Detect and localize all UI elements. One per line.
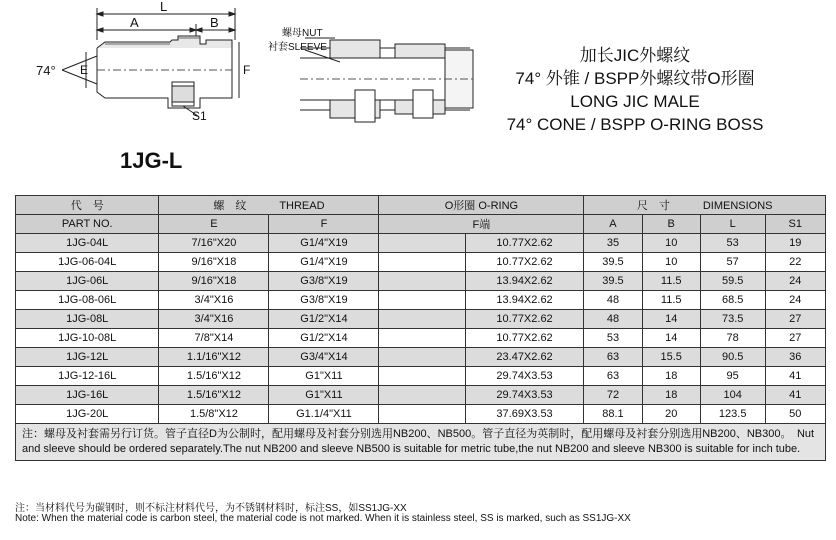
cell-oring: 10.77X2.62 (465, 310, 584, 329)
table-row (16, 348, 826, 367)
cell-s1: 27 (765, 329, 825, 348)
model-code: 1JG-L (120, 148, 183, 173)
cell-l: 78 (700, 329, 765, 348)
nut-label: 螺母NUT (282, 28, 323, 39)
cell-thread-f: G3/4"X14 (269, 348, 379, 367)
cell-blank (379, 367, 465, 386)
header-f-end: F端 (379, 215, 584, 234)
cell-blank (379, 253, 465, 272)
cell-a: 72 (584, 386, 642, 405)
sleeve-label: 衬套SLEEVE (268, 42, 327, 53)
cell-oring: 29.74X3.53 (465, 367, 584, 386)
cell-thread-f: G1/2"X14 (269, 310, 379, 329)
cone-angle-label: 74° (36, 63, 56, 78)
cell-blank (379, 405, 465, 424)
cell-a: 63 (584, 348, 642, 367)
cell-oring: 10.77X2.62 (465, 253, 584, 272)
header-oring: O形圈 O-RING (379, 196, 584, 215)
header-l: L (700, 215, 765, 234)
dim-L-label: L (160, 0, 168, 14)
cell-a: 63 (584, 367, 642, 386)
header-f: F (269, 215, 379, 234)
dim-S1-label: S1 (192, 109, 207, 123)
table-row (16, 272, 826, 291)
table-row (16, 329, 826, 348)
cell-s1: 41 (765, 367, 825, 386)
header-a: A (584, 215, 642, 234)
table-row (16, 234, 826, 253)
cell-oring: 10.77X2.62 (465, 329, 584, 348)
cell-s1: 41 (765, 386, 825, 405)
cell-l: 90.5 (700, 348, 765, 367)
cell-part-no: 1JG-06L (16, 272, 159, 291)
cell-thread-f: G3/8"X19 (269, 272, 379, 291)
cell-b: 15.5 (642, 348, 700, 367)
cell-a: 39.5 (584, 253, 642, 272)
cell-blank (379, 291, 465, 310)
cell-thread-f: G1/4"X19 (269, 234, 379, 253)
cell-b: 11.5 (642, 272, 700, 291)
cell-s1: 22 (765, 253, 825, 272)
header-part-cn: 代 号 (16, 196, 159, 215)
dim-E-label: E (80, 63, 89, 77)
header-row-2 (16, 215, 826, 234)
material-note-en: Note: When the material code is carbon steel, the material code is not marked. When it is stainless steel, SS is marked, such as SS1JG-XX (15, 513, 631, 524)
cell-thread-f: G1"X11 (269, 386, 379, 405)
header-row-1 (16, 196, 826, 215)
table-row (16, 405, 826, 424)
cell-part-no: 1JG-12L (16, 348, 159, 367)
cell-thread-f: G1/4"X19 (269, 253, 379, 272)
cell-l: 123.5 (700, 405, 765, 424)
header-dimensions: 尺 寸 DIMENSIONS (584, 196, 826, 215)
cell-a: 39.5 (584, 272, 642, 291)
cell-thread-e: 1.1/16"X12 (159, 348, 269, 367)
cell-l: 68.5 (700, 291, 765, 310)
cell-oring: 13.94X2.62 (465, 272, 584, 291)
cell-part-no: 1JG-16L (16, 386, 159, 405)
cell-s1: 24 (765, 272, 825, 291)
cell-a: 48 (584, 310, 642, 329)
cell-thread-e: 9/16"X18 (159, 272, 269, 291)
cell-thread-f: G1/2"X14 (269, 329, 379, 348)
dim-B-label: B (210, 15, 219, 30)
cell-oring: 23.47X2.62 (465, 348, 584, 367)
material-note-cn: 注：当材料代号为碳钢时，则不标注材料代号，为不锈钢材料时，标注SS，如SS1JG-XX (15, 503, 407, 514)
cell-b: 20 (642, 405, 700, 424)
cell-thread-f: G1.1/4"X11 (269, 405, 379, 424)
dim-F-label: F (243, 63, 251, 77)
table-row (16, 253, 826, 272)
cell-s1: 27 (765, 310, 825, 329)
cell-s1: 19 (765, 234, 825, 253)
cell-b: 18 (642, 386, 700, 405)
title-en-2: 74° CONE / BSPP O-RING BOSS (506, 115, 764, 134)
cell-thread-f: G3/8"X19 (269, 291, 379, 310)
title-cn-2: 74° 外锥 / BSPP外螺纹带O形圈 (515, 69, 755, 88)
table-row (16, 291, 826, 310)
cell-a: 53 (584, 329, 642, 348)
cell-l: 73.5 (700, 310, 765, 329)
cell-blank (379, 348, 465, 367)
cell-b: 18 (642, 367, 700, 386)
cell-part-no: 1JG-20L (16, 405, 159, 424)
cell-part-no: 1JG-08-06L (16, 291, 159, 310)
cell-thread-e: 1.5/8"X12 (159, 405, 269, 424)
cell-blank (379, 234, 465, 253)
cell-thread-e: 1.5/16"X12 (159, 386, 269, 405)
cell-thread-e: 3/4"X16 (159, 291, 269, 310)
cell-thread-e: 1.5/16"X12 (159, 367, 269, 386)
table-row (16, 310, 826, 329)
cell-b: 10 (642, 234, 700, 253)
cell-part-no: 1JG-06-04L (16, 253, 159, 272)
cell-oring: 29.74X3.53 (465, 386, 584, 405)
cell-b: 10 (642, 253, 700, 272)
cell-blank (379, 272, 465, 291)
cell-part-no: 1JG-04L (16, 234, 159, 253)
cell-l: 59.5 (700, 272, 765, 291)
header-thread: 螺 纹 THREAD (159, 196, 379, 215)
product-titles (470, 44, 800, 136)
cell-l: 104 (700, 386, 765, 405)
cell-thread-e: 3/4"X16 (159, 310, 269, 329)
cell-thread-f: G1"X11 (269, 367, 379, 386)
cell-b: 11.5 (642, 291, 700, 310)
cell-blank (379, 329, 465, 348)
title-en-1: LONG JIC MALE (570, 92, 700, 111)
cell-s1: 36 (765, 348, 825, 367)
header-e: E (159, 215, 269, 234)
cell-part-no: 1JG-12-16L (16, 367, 159, 386)
header-b: B (642, 215, 700, 234)
cell-l: 53 (700, 234, 765, 253)
dim-A-label: A (130, 15, 139, 30)
cell-oring: 10.77X2.62 (465, 234, 584, 253)
spec-table (15, 195, 826, 461)
cell-part-no: 1JG-08L (16, 310, 159, 329)
cell-oring: 13.94X2.62 (465, 291, 584, 310)
cell-oring: 37.69X3.53 (465, 405, 584, 424)
header-s1: S1 (765, 215, 825, 234)
cell-blank (379, 386, 465, 405)
cell-b: 14 (642, 310, 700, 329)
cell-blank (379, 310, 465, 329)
cell-s1: 24 (765, 291, 825, 310)
table-row (16, 386, 826, 405)
cell-part-no: 1JG-10-08L (16, 329, 159, 348)
header-part-no: PART NO. (16, 215, 159, 234)
cell-b: 14 (642, 329, 700, 348)
title-cn-1: 加长JIC外螺纹 (579, 46, 691, 65)
cell-a: 88.1 (584, 405, 642, 424)
note-row (16, 424, 826, 461)
cell-thread-e: 7/8"X14 (159, 329, 269, 348)
order-note: 注：螺母及衬套需另行订货。管子直径D为公制时，配用螺母及衬套分别选用NB200、NB500。管子直径为英制时，配用螺母及衬套分别选用NB200、NB300。 Nut and sleeve should be ordered separately.The nut NB200 and sleeve NB500 is suitable for metric tube,the nut NB200 and sleeve NB300 is suitable for inch tube. (16, 424, 826, 461)
cell-a: 35 (584, 234, 642, 253)
cell-s1: 50 (765, 405, 825, 424)
cell-l: 57 (700, 253, 765, 272)
cell-l: 95 (700, 367, 765, 386)
table-row (16, 367, 826, 386)
cell-thread-e: 9/16"X18 (159, 253, 269, 272)
cell-a: 48 (584, 291, 642, 310)
cell-thread-e: 7/16"X20 (159, 234, 269, 253)
